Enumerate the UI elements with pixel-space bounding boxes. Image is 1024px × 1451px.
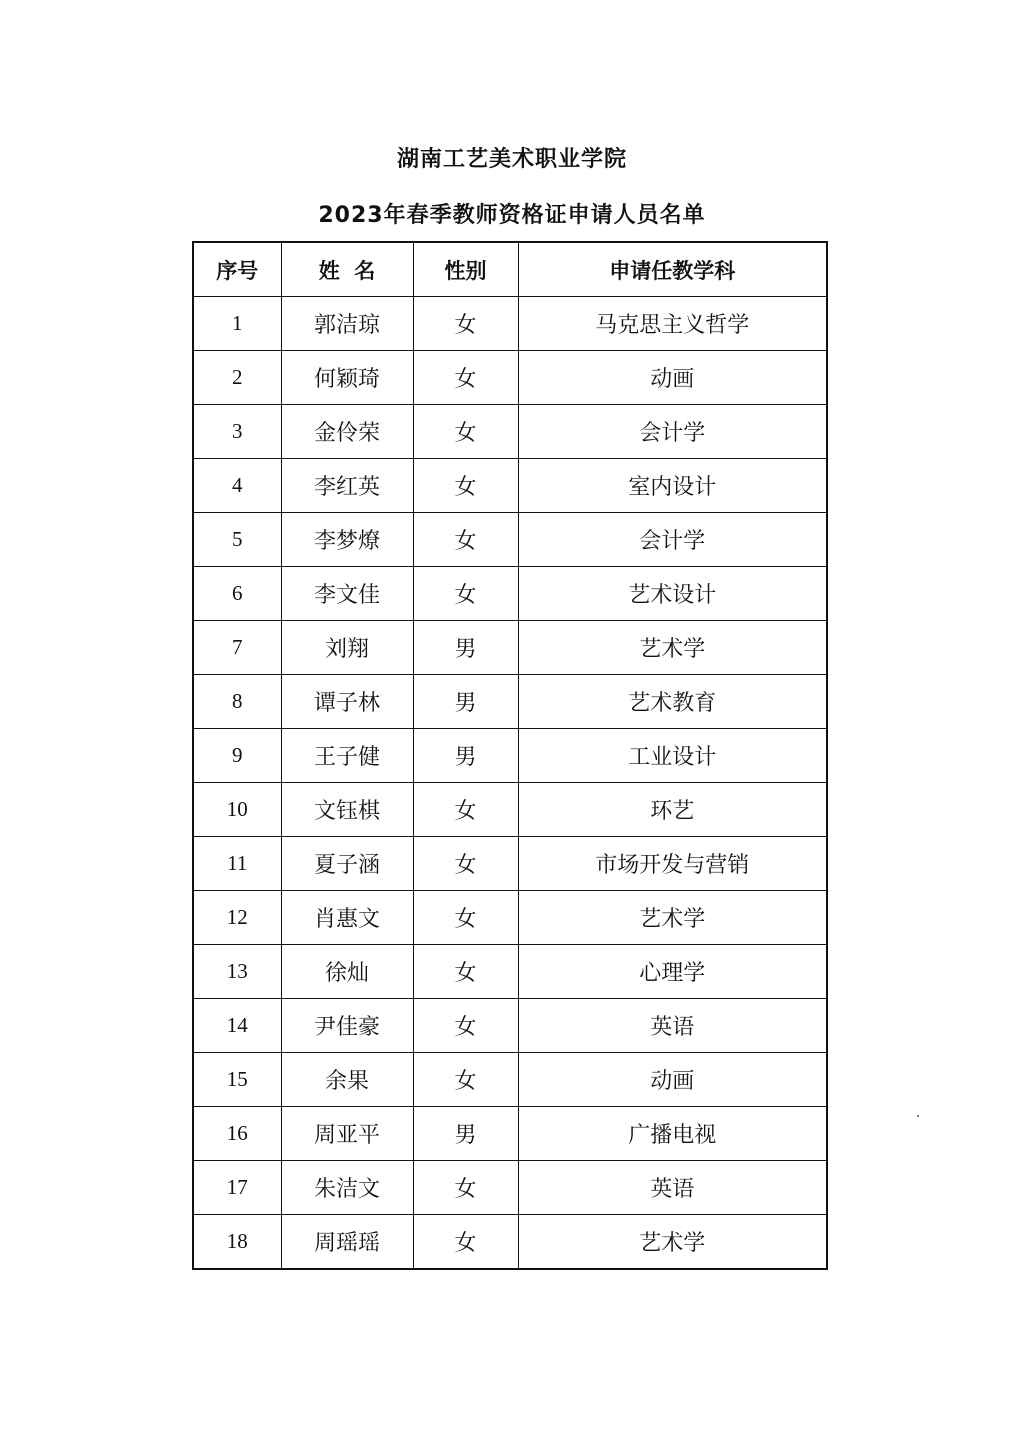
cell-subject: 艺术学 xyxy=(518,891,827,945)
applicant-table xyxy=(192,241,828,1270)
cell-num: 14 xyxy=(193,999,281,1053)
cell-name: 李梦燎 xyxy=(281,513,413,567)
cell-subject: 会计学 xyxy=(518,513,827,567)
cell-num: 18 xyxy=(193,1215,281,1270)
cell-name: 何颖琦 xyxy=(281,351,413,405)
table-row xyxy=(193,1215,827,1270)
scan-speck xyxy=(917,1115,919,1117)
cell-gender: 女 xyxy=(413,999,518,1053)
table-row xyxy=(193,891,827,945)
cell-subject: 马克思主义哲学 xyxy=(518,297,827,351)
cell-num: 9 xyxy=(193,729,281,783)
cell-num: 7 xyxy=(193,621,281,675)
cell-name: 肖惠文 xyxy=(281,891,413,945)
cell-name: 夏子涵 xyxy=(281,837,413,891)
cell-gender: 男 xyxy=(413,621,518,675)
cell-gender: 女 xyxy=(413,513,518,567)
header-subject: 申请任教学科 xyxy=(518,242,827,297)
cell-name: 谭子林 xyxy=(281,675,413,729)
cell-name: 文钰棋 xyxy=(281,783,413,837)
cell-num: 4 xyxy=(193,459,281,513)
cell-gender: 男 xyxy=(413,675,518,729)
cell-num: 10 xyxy=(193,783,281,837)
table-row xyxy=(193,945,827,999)
table-row xyxy=(193,783,827,837)
cell-subject: 动画 xyxy=(518,351,827,405)
cell-name: 金伶荣 xyxy=(281,405,413,459)
table-header xyxy=(193,242,827,297)
cell-subject: 室内设计 xyxy=(518,459,827,513)
cell-subject: 英语 xyxy=(518,999,827,1053)
table-row xyxy=(193,567,827,621)
cell-subject: 广播电视 xyxy=(518,1107,827,1161)
cell-gender: 女 xyxy=(413,837,518,891)
cell-gender: 男 xyxy=(413,729,518,783)
cell-num: 1 xyxy=(193,297,281,351)
cell-subject: 工业设计 xyxy=(518,729,827,783)
cell-num: 8 xyxy=(193,675,281,729)
cell-name: 周亚平 xyxy=(281,1107,413,1161)
table-body xyxy=(193,297,827,1270)
cell-num: 17 xyxy=(193,1161,281,1215)
table-row xyxy=(193,513,827,567)
cell-gender: 女 xyxy=(413,459,518,513)
header-gender: 性别 xyxy=(413,242,518,297)
table-row xyxy=(193,297,827,351)
cell-name: 王子健 xyxy=(281,729,413,783)
cell-gender: 女 xyxy=(413,1053,518,1107)
header-num: 序号 xyxy=(193,242,281,297)
cell-name: 余果 xyxy=(281,1053,413,1107)
cell-gender: 女 xyxy=(413,567,518,621)
cell-num: 13 xyxy=(193,945,281,999)
header-row xyxy=(193,242,827,297)
institution-title: 湖南工艺美术职业学院 xyxy=(396,147,627,172)
document-subtitle: 2023年春季教师资格证申请人员名单 xyxy=(318,203,706,228)
cell-subject: 艺术学 xyxy=(518,621,827,675)
cell-num: 5 xyxy=(193,513,281,567)
table-row xyxy=(193,1053,827,1107)
cell-subject: 动画 xyxy=(518,1053,827,1107)
header-name: 姓 名 xyxy=(281,242,413,297)
cell-gender: 女 xyxy=(413,351,518,405)
cell-gender: 女 xyxy=(413,945,518,999)
cell-name: 郭洁琼 xyxy=(281,297,413,351)
cell-subject: 艺术设计 xyxy=(518,567,827,621)
cell-name: 刘翔 xyxy=(281,621,413,675)
cell-num: 16 xyxy=(193,1107,281,1161)
cell-gender: 女 xyxy=(413,1161,518,1215)
cell-name: 朱洁文 xyxy=(281,1161,413,1215)
cell-num: 11 xyxy=(193,837,281,891)
cell-name: 李文佳 xyxy=(281,567,413,621)
cell-subject: 会计学 xyxy=(518,405,827,459)
cell-subject: 艺术教育 xyxy=(518,675,827,729)
cell-gender: 女 xyxy=(413,405,518,459)
cell-num: 6 xyxy=(193,567,281,621)
cell-subject: 英语 xyxy=(518,1161,827,1215)
cell-gender: 女 xyxy=(413,891,518,945)
cell-num: 15 xyxy=(193,1053,281,1107)
cell-name: 周瑶瑶 xyxy=(281,1215,413,1270)
cell-subject: 环艺 xyxy=(518,783,827,837)
table-row xyxy=(193,459,827,513)
cell-gender: 男 xyxy=(413,1107,518,1161)
table-row xyxy=(193,837,827,891)
cell-num: 3 xyxy=(193,405,281,459)
cell-name: 徐灿 xyxy=(281,945,413,999)
table-row xyxy=(193,351,827,405)
table-row xyxy=(193,1161,827,1215)
table-row xyxy=(193,675,827,729)
cell-subject: 心理学 xyxy=(518,945,827,999)
cell-name: 李红英 xyxy=(281,459,413,513)
cell-num: 2 xyxy=(193,351,281,405)
table-row xyxy=(193,405,827,459)
cell-gender: 女 xyxy=(413,783,518,837)
cell-gender: 女 xyxy=(413,297,518,351)
cell-gender: 女 xyxy=(413,1215,518,1270)
table-row xyxy=(193,621,827,675)
table-row xyxy=(193,1107,827,1161)
table-row xyxy=(193,729,827,783)
cell-name: 尹佳豪 xyxy=(281,999,413,1053)
cell-subject: 艺术学 xyxy=(518,1215,827,1270)
table-row xyxy=(193,999,827,1053)
cell-subject: 市场开发与营销 xyxy=(518,837,827,891)
cell-num: 12 xyxy=(193,891,281,945)
